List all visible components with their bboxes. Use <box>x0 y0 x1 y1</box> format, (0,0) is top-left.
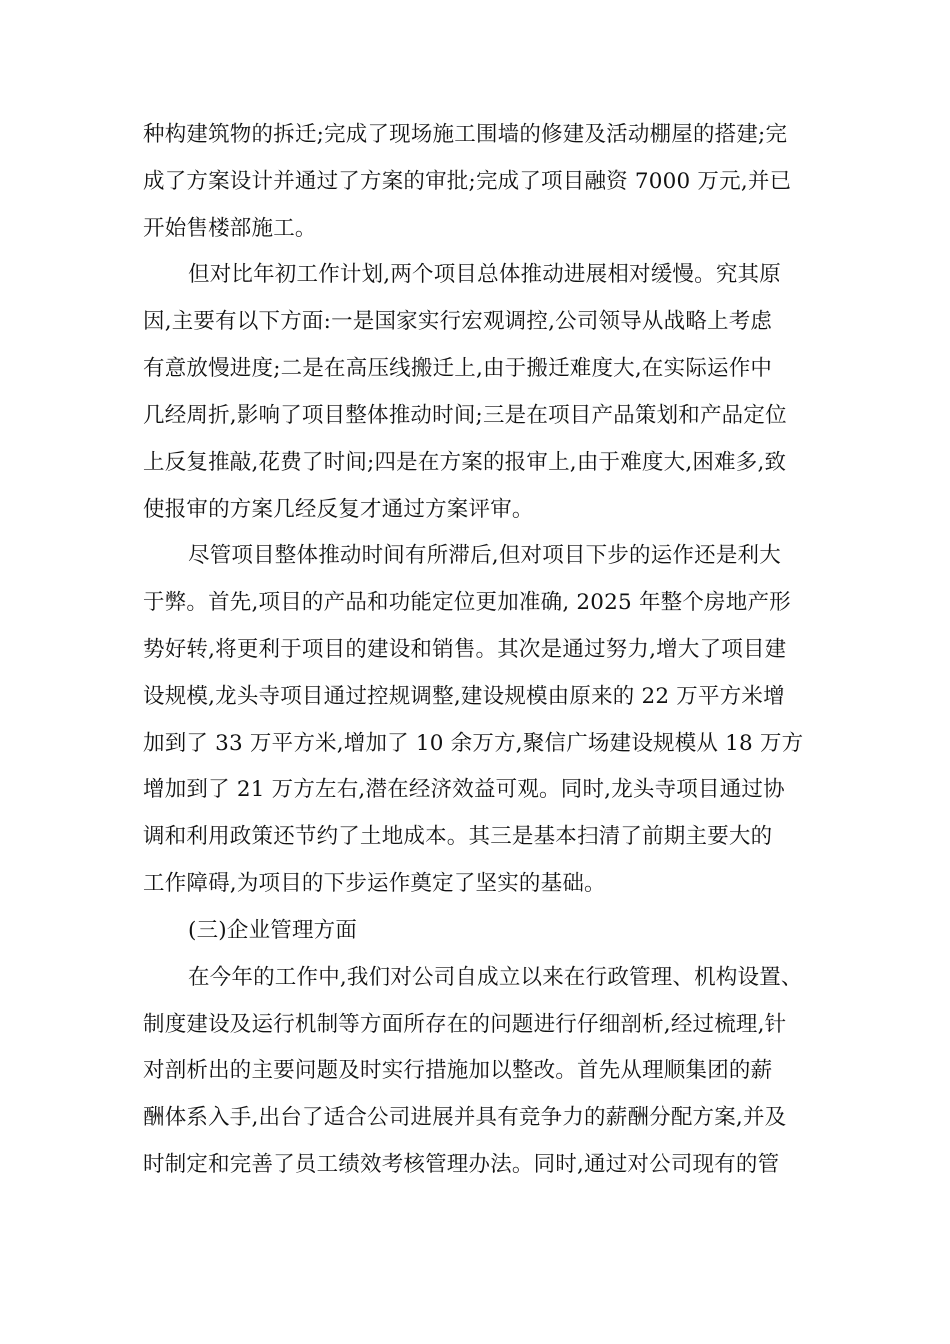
text-line: 尽管项目整体推动时间有所滞后,但对项目下步的运作还是利大 <box>188 543 781 568</box>
text-line: 设规模,龙头寺项目通过控规调整,建设规模由原来的 22 万平方米增 <box>143 684 785 709</box>
text-line: 使报审的方案几经反复才通过方案评审。 <box>143 497 534 522</box>
text-line: 势好转,将更利于项目的建设和销售。其次是通过努力,增大了项目建 <box>143 637 787 662</box>
text-line: 工作障碍,为项目的下步运作奠定了坚实的基础。 <box>143 871 606 896</box>
text-line: 于弊。首先,项目的产品和功能定位更加准确, 2025 年整个房地产形 <box>143 590 791 615</box>
section-heading: (三)企业管理方面 <box>188 918 358 943</box>
text-line: 增加到了 21 万方左右,潜在经济效益可观。同时,龙头寺项目通过协 <box>143 777 785 802</box>
text-line: 制度建设及运行机制等方面所存在的问题进行仔细剖析,经过梳理,针 <box>143 1012 787 1037</box>
text-line: 但对比年初工作计划,两个项目总体推动进展相对缓慢。究其原 <box>188 262 781 287</box>
text-line: 酬体系入手,出台了适合公司进展并具有竞争力的薪酬分配方案,并及 <box>143 1105 787 1130</box>
text-line: 几经周折,影响了项目整体推动时间;三是在项目产品策划和产品定位 <box>143 403 787 428</box>
text-line: 有意放慢进度;二是在高压线搬迁上,由于搬迁难度大,在实际运作中 <box>143 356 773 381</box>
text-line: 调和利用政策还节约了土地成本。其三是基本扫清了前期主要大的 <box>143 824 773 849</box>
text-line: 加到了 33 万平方米,增加了 10 余万方,聚信广场建设规模从 18 万方 <box>143 731 804 756</box>
text-line: 对剖析出的主要问题及时实行措施加以整改。首先从理顺集团的薪 <box>143 1058 773 1083</box>
text-line: 在今年的工作中,我们对公司自成立以来在行政管理、机构设置、 <box>188 965 803 990</box>
text-line: 因,主要有以下方面:一是国家实行宏观调控,公司领导从战略上考虑 <box>143 309 773 334</box>
text-line: 种构建筑物的拆迁;完成了现场施工围墙的修建及活动棚屋的搭建;完 <box>143 122 788 147</box>
text-line: 上反复推敲,花费了时间;四是在方案的报审上,由于难度大,困难多,致 <box>143 450 787 475</box>
text-line: 时制定和完善了员工绩效考核管理办法。同时,通过对公司现有的管 <box>143 1152 780 1177</box>
text-line: 成了方案设计并通过了方案的审批;完成了项目融资 7000 万元,并已 <box>143 169 792 194</box>
text-line: 开始售楼部施工。 <box>143 216 317 241</box>
